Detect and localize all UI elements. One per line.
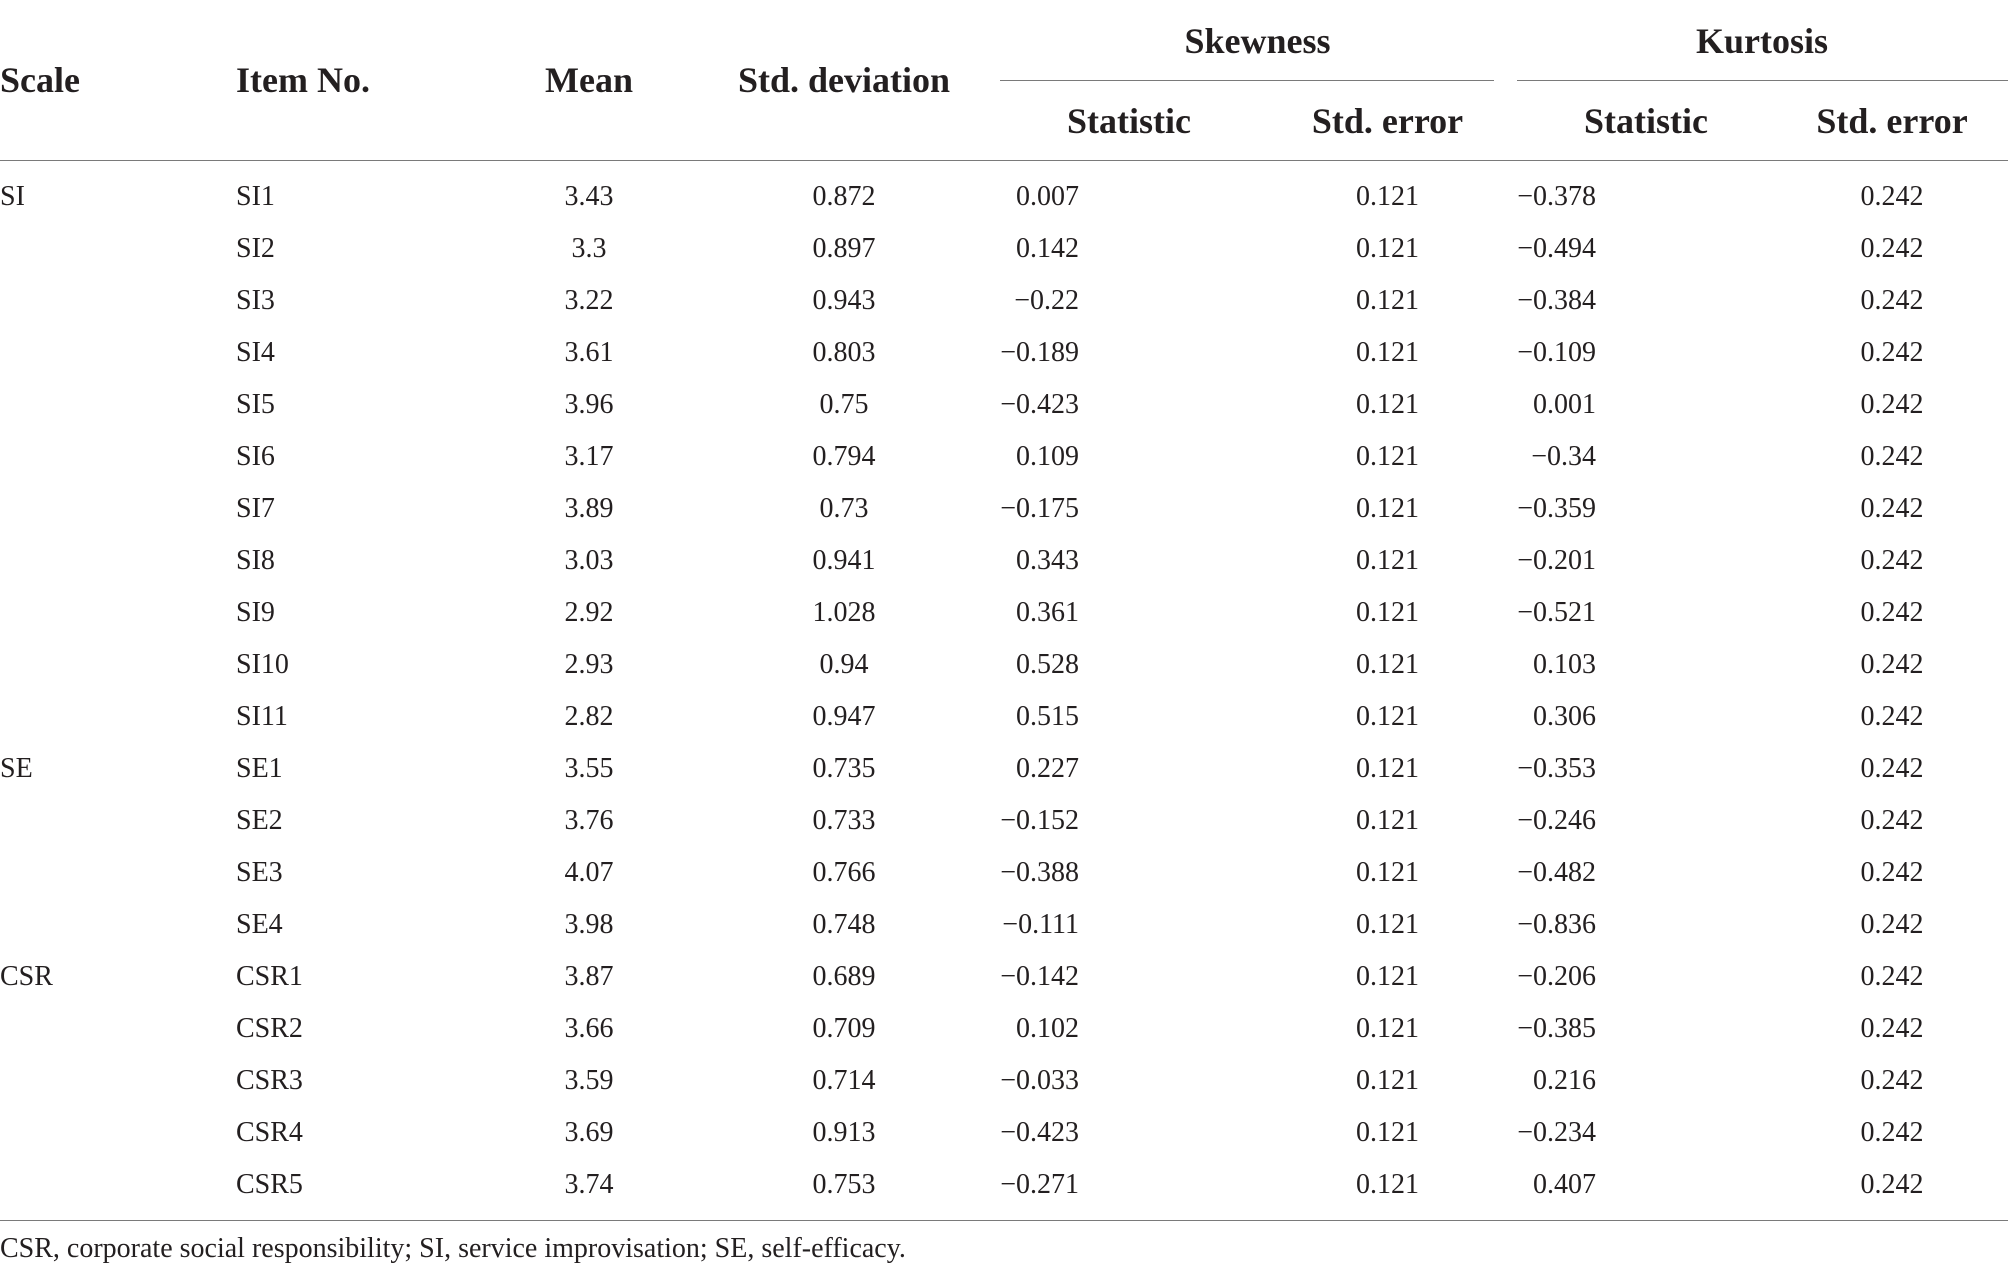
- header-skewness-std-error: Std. error: [1259, 82, 1516, 161]
- cell-std-deviation: 0.748: [812, 909, 876, 940]
- table-row: [0, 795, 2008, 847]
- cell-scale: [0, 431, 236, 483]
- header-kurtosis: Kurtosis: [1696, 21, 1829, 61]
- header-skewness: Skewness: [1184, 21, 1331, 61]
- cell-skewness-std-error: 0.121: [1356, 805, 1419, 836]
- cell-std-deviation: 0.709: [812, 1013, 876, 1044]
- cell-kurtosis-std-error: 0.242: [1860, 857, 1924, 888]
- cell-kurtosis-statistic: −0.494: [1517, 233, 1597, 264]
- cell-kurtosis-statistic: −0.109: [1517, 337, 1597, 368]
- cell-mean: 3.69: [564, 1117, 614, 1148]
- header-scale: Scale: [0, 0, 236, 161]
- cell-scale: [0, 1055, 236, 1107]
- cell-mean: 3.03: [564, 545, 614, 576]
- cell-mean: 3.98: [564, 909, 614, 940]
- cell-skewness-std-error: 0.121: [1356, 701, 1419, 732]
- cell-scale: [0, 847, 236, 899]
- cell-mean: 3.89: [564, 493, 614, 524]
- cell-std-deviation: 0.947: [812, 701, 876, 732]
- cell-item-no: SI7: [236, 493, 275, 524]
- cell-skewness-std-error: 0.121: [1356, 857, 1419, 888]
- cell-skewness-std-error: 0.121: [1356, 597, 1419, 628]
- cell-kurtosis-statistic: −0.34: [1531, 441, 1597, 472]
- cell-kurtosis-statistic: −0.359: [1517, 493, 1597, 524]
- cell-scale: [0, 639, 236, 691]
- table-row: [0, 161, 2008, 224]
- cell-item-no: SI8: [236, 545, 275, 576]
- table-row: [0, 691, 2008, 743]
- cell-skewness-statistic: −0.423: [1000, 389, 1079, 420]
- cell-mean: 3.61: [564, 337, 614, 368]
- cell-skewness-statistic: 0.361: [1016, 597, 1079, 628]
- cell-kurtosis-std-error: 0.242: [1860, 181, 1924, 212]
- kurtosis-group-rule: [1517, 80, 2008, 81]
- table-row: [0, 847, 2008, 899]
- cell-skewness-statistic: −0.175: [1000, 493, 1079, 524]
- cell-skewness-statistic: 0.227: [1016, 753, 1079, 784]
- cell-item-no: CSR1: [236, 961, 303, 992]
- cell-kurtosis-std-error: 0.242: [1860, 1013, 1924, 1044]
- cell-scale: [0, 275, 236, 327]
- cell-item-no: CSR5: [236, 1169, 303, 1200]
- table-footnote: CSR, corporate social responsibility; SI, service improvisation; SE, self-efficacy.: [0, 1220, 2008, 1265]
- table-row: [0, 1107, 2008, 1159]
- cell-scale: SI: [0, 181, 25, 212]
- header-mean: Mean: [489, 0, 689, 161]
- cell-std-deviation: 0.733: [812, 805, 876, 836]
- cell-scale: [0, 327, 236, 379]
- cell-kurtosis-std-error: 0.242: [1860, 649, 1924, 680]
- cell-mean: 2.93: [564, 649, 614, 680]
- cell-mean: 3.59: [564, 1065, 614, 1096]
- cell-item-no: SI3: [236, 285, 275, 316]
- table-row: [0, 899, 2008, 951]
- cell-std-deviation: 0.913: [812, 1117, 876, 1148]
- table-row: [0, 431, 2008, 483]
- cell-skewness-std-error: 0.121: [1356, 909, 1419, 940]
- cell-std-deviation: 0.872: [812, 181, 876, 212]
- cell-skewness-std-error: 0.121: [1356, 389, 1419, 420]
- cell-skewness-statistic: 0.109: [1016, 441, 1079, 472]
- cell-mean: 2.92: [564, 597, 614, 628]
- cell-mean: 3.17: [564, 441, 614, 472]
- table-row: [0, 379, 2008, 431]
- cell-std-deviation: 0.941: [812, 545, 876, 576]
- cell-mean: 3.74: [564, 1169, 614, 1200]
- cell-item-no: SI11: [236, 701, 288, 732]
- cell-skewness-std-error: 0.121: [1356, 233, 1419, 264]
- cell-kurtosis-std-error: 0.242: [1860, 961, 1924, 992]
- cell-scale: [0, 379, 236, 431]
- cell-scale: SE: [0, 753, 33, 784]
- cell-scale: [0, 1159, 236, 1225]
- skewness-group-rule: [1000, 80, 1494, 81]
- cell-kurtosis-std-error: 0.242: [1860, 545, 1924, 576]
- cell-kurtosis-statistic: −0.482: [1517, 857, 1597, 888]
- cell-skewness-statistic: 0.528: [1016, 649, 1079, 680]
- cell-skewness-std-error: 0.121: [1356, 1013, 1419, 1044]
- cell-scale: [0, 899, 236, 951]
- cell-kurtosis-std-error: 0.242: [1860, 597, 1924, 628]
- cell-item-no: CSR2: [236, 1013, 303, 1044]
- cell-skewness-std-error: 0.121: [1356, 337, 1419, 368]
- cell-skewness-statistic: 0.102: [1016, 1013, 1079, 1044]
- table-row: [0, 1003, 2008, 1055]
- cell-kurtosis-statistic: −0.836: [1517, 909, 1597, 940]
- cell-kurtosis-statistic: −0.246: [1517, 805, 1597, 836]
- cell-kurtosis-std-error: 0.242: [1860, 493, 1924, 524]
- cell-item-no: SE2: [236, 805, 283, 836]
- cell-scale: [0, 691, 236, 743]
- table-body: [0, 161, 2008, 1226]
- cell-item-no: CSR3: [236, 1065, 303, 1096]
- cell-kurtosis-statistic: 0.216: [1533, 1065, 1597, 1096]
- cell-std-deviation: 0.689: [812, 961, 876, 992]
- cell-kurtosis-statistic: −0.384: [1517, 285, 1597, 316]
- cell-scale: [0, 535, 236, 587]
- cell-kurtosis-std-error: 0.242: [1860, 389, 1924, 420]
- cell-std-deviation: 0.94: [819, 649, 869, 680]
- cell-scale: [0, 1003, 236, 1055]
- cell-std-deviation: 0.73: [819, 493, 869, 524]
- cell-std-deviation: 0.766: [812, 857, 876, 888]
- cell-std-deviation: 0.714: [812, 1065, 876, 1096]
- cell-item-no: SI9: [236, 597, 275, 628]
- table-row: [0, 535, 2008, 587]
- cell-skewness-statistic: −0.388: [1000, 857, 1079, 888]
- cell-skewness-statistic: −0.189: [1000, 337, 1079, 368]
- header-skewness-statistic: Statistic: [999, 82, 1259, 161]
- cell-std-deviation: 0.753: [812, 1169, 876, 1200]
- cell-skewness-statistic: −0.22: [1014, 285, 1079, 316]
- cell-std-deviation: 0.75: [819, 389, 869, 420]
- cell-std-deviation: 0.735: [812, 753, 876, 784]
- cell-kurtosis-std-error: 0.242: [1860, 909, 1924, 940]
- cell-kurtosis-std-error: 0.242: [1860, 1117, 1924, 1148]
- cell-item-no: SE3: [236, 857, 283, 888]
- cell-kurtosis-std-error: 0.242: [1860, 1169, 1924, 1200]
- cell-mean: 3.66: [564, 1013, 614, 1044]
- cell-mean: 3.3: [571, 233, 607, 264]
- cell-kurtosis-std-error: 0.242: [1860, 337, 1924, 368]
- cell-skewness-std-error: 0.121: [1356, 649, 1419, 680]
- table-row: [0, 587, 2008, 639]
- cell-scale: [0, 587, 236, 639]
- cell-skewness-std-error: 0.121: [1356, 1117, 1419, 1148]
- cell-skewness-std-error: 0.121: [1356, 285, 1419, 316]
- cell-kurtosis-statistic: −0.353: [1517, 753, 1597, 784]
- cell-kurtosis-statistic: −0.206: [1517, 961, 1597, 992]
- cell-kurtosis-statistic: −0.234: [1517, 1117, 1597, 1148]
- cell-mean: 3.96: [564, 389, 614, 420]
- cell-mean: 3.22: [564, 285, 614, 316]
- cell-mean: 3.55: [564, 753, 614, 784]
- cell-std-deviation: 0.943: [812, 285, 876, 316]
- cell-kurtosis-std-error: 0.242: [1860, 701, 1924, 732]
- cell-skewness-statistic: 0.007: [1016, 181, 1079, 212]
- cell-kurtosis-statistic: 0.001: [1533, 389, 1597, 420]
- cell-mean: 3.87: [564, 961, 614, 992]
- cell-std-deviation: 1.028: [812, 597, 876, 628]
- table-row: [0, 743, 2008, 795]
- cell-kurtosis-statistic: 0.306: [1533, 701, 1597, 732]
- cell-kurtosis-statistic: 0.407: [1533, 1169, 1597, 1200]
- cell-std-deviation: 0.897: [812, 233, 876, 264]
- cell-item-no: SI2: [236, 233, 275, 264]
- cell-item-no: SI5: [236, 389, 275, 420]
- cell-std-deviation: 0.803: [812, 337, 876, 368]
- cell-mean: 4.07: [564, 857, 614, 888]
- cell-item-no: SE1: [236, 753, 283, 784]
- cell-kurtosis-std-error: 0.242: [1860, 233, 1924, 264]
- cell-skewness-statistic: −0.033: [1000, 1065, 1079, 1096]
- table-row: [0, 951, 2008, 1003]
- cell-scale: [0, 795, 236, 847]
- cell-skewness-statistic: −0.423: [1000, 1117, 1079, 1148]
- cell-kurtosis-statistic: 0.103: [1533, 649, 1597, 680]
- header-kurtosis-std-error: Std. error: [1776, 82, 2008, 161]
- cell-skewness-std-error: 0.121: [1356, 961, 1419, 992]
- cell-skewness-statistic: −0.142: [1000, 961, 1079, 992]
- cell-scale: CSR: [0, 961, 53, 992]
- cell-kurtosis-std-error: 0.242: [1860, 285, 1924, 316]
- table-row: [0, 275, 2008, 327]
- table-row: [0, 483, 2008, 535]
- cell-item-no: SI6: [236, 441, 275, 472]
- cell-kurtosis-statistic: −0.385: [1517, 1013, 1597, 1044]
- cell-scale: [0, 1107, 236, 1159]
- cell-mean: 3.76: [564, 805, 614, 836]
- cell-kurtosis-statistic: −0.378: [1517, 181, 1597, 212]
- cell-skewness-std-error: 0.121: [1356, 1065, 1419, 1096]
- cell-skewness-statistic: 0.515: [1016, 701, 1079, 732]
- cell-skewness-std-error: 0.121: [1356, 441, 1419, 472]
- cell-kurtosis-std-error: 0.242: [1860, 441, 1924, 472]
- cell-item-no: SI4: [236, 337, 275, 368]
- cell-scale: [0, 483, 236, 535]
- cell-item-no: CSR4: [236, 1117, 303, 1148]
- cell-kurtosis-std-error: 0.242: [1860, 753, 1924, 784]
- cell-skewness-std-error: 0.121: [1356, 1169, 1419, 1200]
- header-std-deviation: Std. deviation: [689, 0, 999, 161]
- cell-item-no: SE4: [236, 909, 283, 940]
- cell-skewness-statistic: −0.111: [1002, 909, 1079, 940]
- cell-skewness-std-error: 0.121: [1356, 181, 1419, 212]
- table-row: [0, 327, 2008, 379]
- cell-kurtosis-statistic: −0.201: [1517, 545, 1597, 576]
- cell-skewness-statistic: −0.271: [1000, 1169, 1079, 1200]
- cell-kurtosis-std-error: 0.242: [1860, 805, 1924, 836]
- header-kurtosis-statistic: Statistic: [1516, 82, 1776, 161]
- cell-scale: [0, 223, 236, 275]
- header-item-no: Item No.: [236, 0, 489, 161]
- table-row: [0, 1159, 2008, 1225]
- cell-std-deviation: 0.794: [812, 441, 876, 472]
- cell-skewness-statistic: 0.142: [1016, 233, 1079, 264]
- cell-skewness-std-error: 0.121: [1356, 493, 1419, 524]
- cell-skewness-statistic: −0.152: [1000, 805, 1079, 836]
- cell-mean: 2.82: [564, 701, 614, 732]
- cell-skewness-std-error: 0.121: [1356, 545, 1419, 576]
- table-row: [0, 639, 2008, 691]
- cell-item-no: SI10: [236, 649, 289, 680]
- cell-kurtosis-statistic: −0.521: [1517, 597, 1597, 628]
- table-row: [0, 1055, 2008, 1107]
- cell-kurtosis-std-error: 0.242: [1860, 1065, 1924, 1096]
- cell-mean: 3.43: [564, 181, 614, 212]
- cell-skewness-std-error: 0.121: [1356, 753, 1419, 784]
- cell-item-no: SI1: [236, 181, 275, 212]
- table-row: [0, 223, 2008, 275]
- cell-skewness-statistic: 0.343: [1016, 545, 1079, 576]
